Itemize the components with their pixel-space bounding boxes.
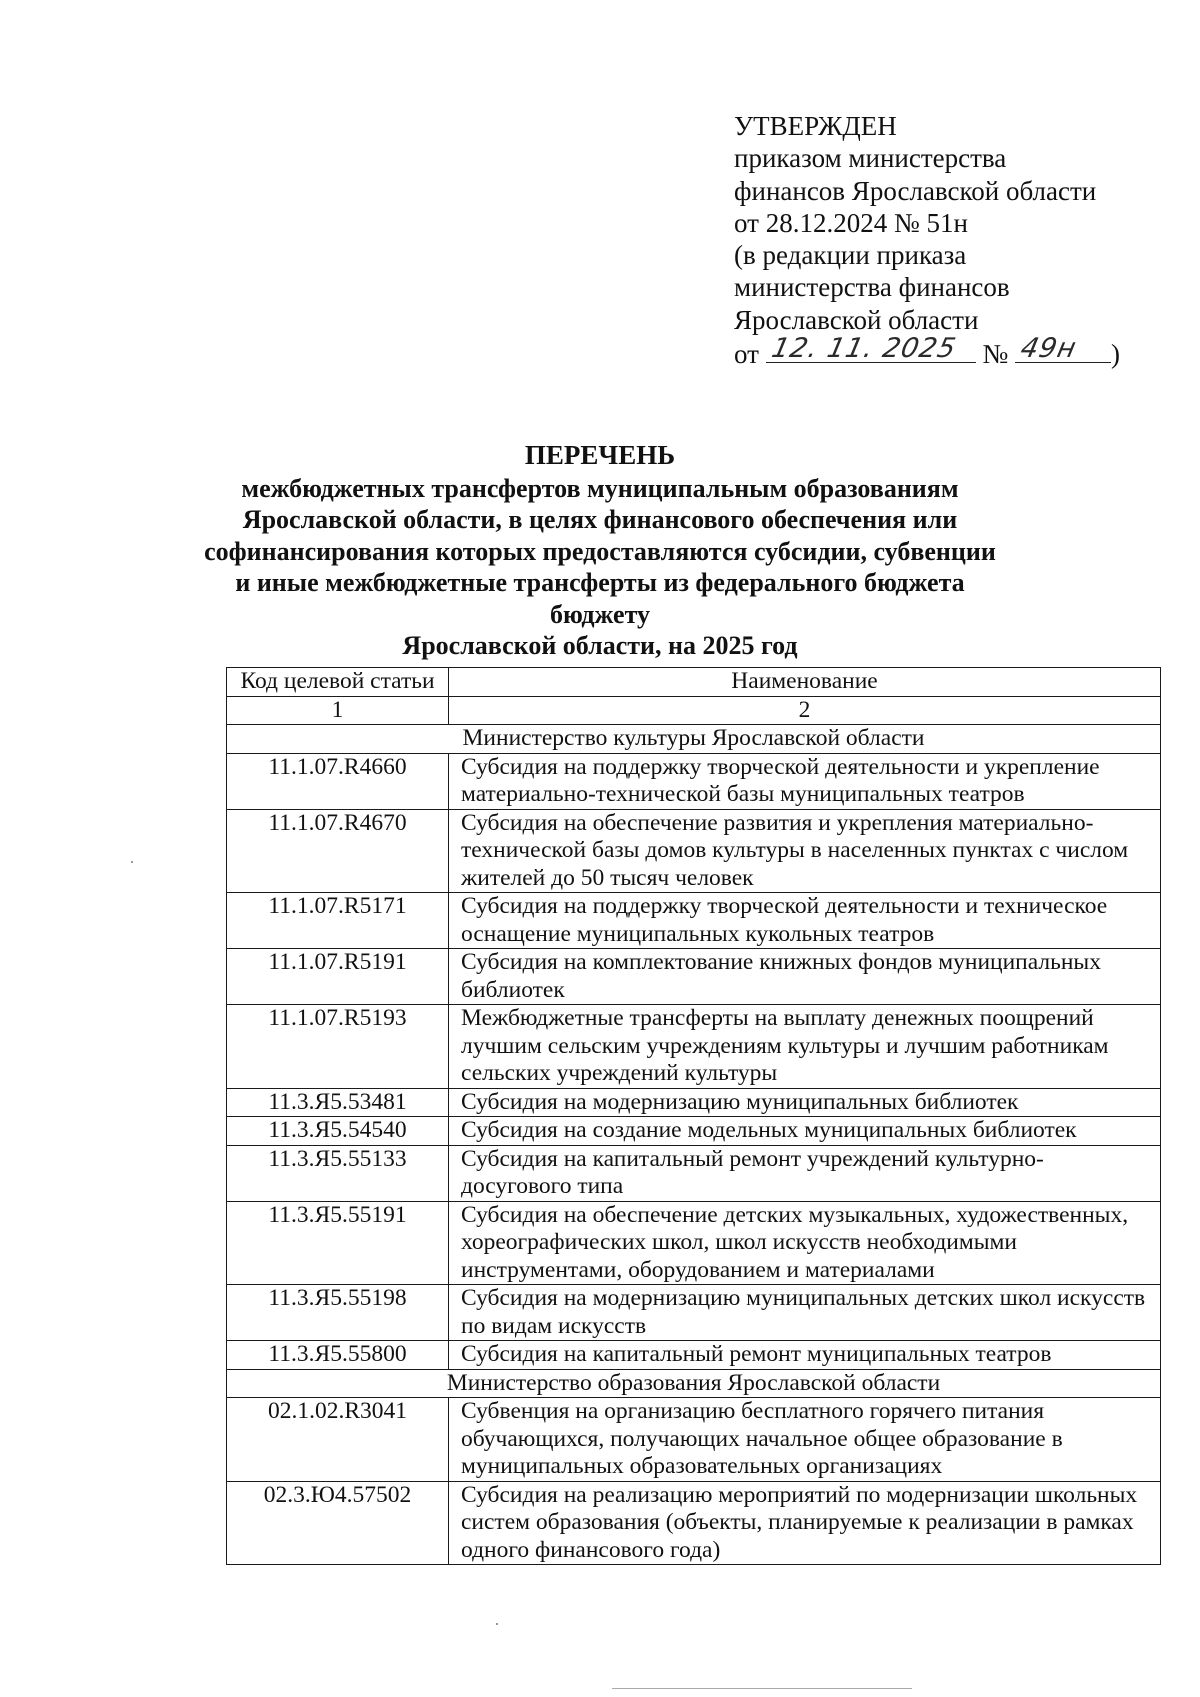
transfers-table bbox=[226, 667, 1161, 1565]
transfer-name: Субсидия на реализацию мероприятий по модернизации школьных систем образования (объекты, планируемые к реализации в рамках одного финансового года) bbox=[449, 1481, 1161, 1565]
table-row bbox=[227, 893, 1161, 949]
approval-order-ref: от 28.12.2024 № 51н bbox=[734, 207, 968, 238]
approval-line: финансов Ярославской области bbox=[734, 175, 1097, 206]
section-title: Министерство культуры Ярославской области bbox=[227, 725, 1161, 754]
target-code: 11.3.Я5.55191 bbox=[227, 1201, 449, 1285]
target-code: 11.1.07.R5191 bbox=[227, 949, 449, 1005]
table-row bbox=[227, 1088, 1161, 1117]
approval-line: (в редакции приказа bbox=[734, 240, 967, 271]
header-name: Наименование bbox=[449, 668, 1161, 697]
transfer-name: Субсидия на создание модельных муниципальных библиотек bbox=[449, 1117, 1161, 1146]
number-sign: № bbox=[982, 339, 1009, 370]
target-code: 11.3.Я5.53481 bbox=[227, 1088, 449, 1117]
title-line: софинансирования которых предоставляются субсидии, субвенции bbox=[204, 536, 996, 566]
table-row bbox=[227, 949, 1161, 1005]
table-row bbox=[227, 1481, 1161, 1565]
approval-line: министерства финансов bbox=[734, 272, 1010, 303]
transfer-name: Субсидия на поддержку творческой деятельности и укрепление материально-технической базы муниципальных театров bbox=[449, 753, 1161, 809]
document-title bbox=[200, 440, 1000, 662]
approval-line: приказом министерства bbox=[734, 143, 1007, 174]
column-number: 1 bbox=[227, 696, 449, 725]
transfer-name: Субсидия на модернизацию муниципальных детских школ искусств по видам искусств bbox=[449, 1285, 1161, 1341]
table-header-row bbox=[227, 668, 1161, 697]
target-code: 11.1.07.R4660 bbox=[227, 753, 449, 809]
approval-title: УТВЕРЖДЕН bbox=[734, 111, 897, 141]
transfer-name: Межбюджетные трансферты на выплату денежных поощрений лучшим сельским учреждениям культуры и лучшим работникам сельских учреждений культуры bbox=[449, 1005, 1161, 1089]
target-code: 11.1.07.R5193 bbox=[227, 1005, 449, 1089]
table-row bbox=[227, 1398, 1161, 1482]
approval-stamp bbox=[734, 110, 1154, 370]
closing-paren: ) bbox=[1110, 339, 1120, 370]
transfer-name: Субсидия на комплектование книжных фондов муниципальных библиотек bbox=[449, 949, 1161, 1005]
table-row bbox=[227, 1117, 1161, 1146]
transfer-name: Субвенция на организацию бесплатного горячего питания обучающихся, получающих начальное общее образование в муниципальных образовательных организациях bbox=[449, 1398, 1161, 1482]
target-code: 11.3.Я5.55133 bbox=[227, 1145, 449, 1201]
page-bottom-line bbox=[612, 1688, 912, 1689]
target-code: 02.1.02.R3041 bbox=[227, 1398, 449, 1482]
scan-speck bbox=[131, 861, 133, 863]
transfer-name: Субсидия на поддержку творческой деятельности и техническое оснащение муниципальных кукольных театров bbox=[449, 893, 1161, 949]
title-line: Ярославской области, в целях финансового обеспечения или bbox=[242, 505, 958, 534]
approval-line: Ярославской области bbox=[734, 304, 979, 335]
date-fill-line bbox=[766, 332, 976, 364]
target-code: 11.1.07.R5171 bbox=[227, 893, 449, 949]
target-code: 02.3.Ю4.57502 bbox=[227, 1481, 449, 1565]
target-code: 11.3.Я5.55198 bbox=[227, 1285, 449, 1341]
title-line: межбюджетных трансфертов муниципальным образованиям bbox=[241, 473, 959, 503]
column-number-row bbox=[227, 696, 1161, 725]
table-row bbox=[227, 1201, 1161, 1285]
target-code: 11.3.Я5.54540 bbox=[227, 1117, 449, 1146]
table-row bbox=[227, 1145, 1161, 1201]
column-number: 2 bbox=[449, 696, 1161, 725]
target-code: 11.1.07.R4670 bbox=[227, 809, 449, 893]
table-row bbox=[227, 1341, 1161, 1370]
header-code: Код целевой статьи bbox=[227, 668, 449, 697]
transfer-name: Субсидия на обеспечение детских музыкальных, художественных, хореографических школ, школ искусств необходимыми инструментами, оборудованием и материалами bbox=[449, 1201, 1161, 1285]
title-heading: ПЕРЕЧЕНЬ bbox=[524, 440, 676, 470]
section-title: Министерство образования Ярославской области bbox=[227, 1369, 1161, 1398]
from-label: от bbox=[734, 339, 759, 370]
table-row bbox=[227, 809, 1161, 893]
transfer-name: Субсидия на капитальный ремонт учреждений культурно-досугового типа bbox=[449, 1145, 1161, 1201]
handwritten-date: 12. 11. 2025 bbox=[768, 332, 959, 364]
transfer-name: Субсидия на капитальный ремонт муниципальных театров bbox=[449, 1341, 1161, 1370]
number-fill-line bbox=[1015, 332, 1111, 364]
scan-speck bbox=[496, 1623, 498, 1625]
transfer-name: Субсидия на модернизацию муниципальных библиотек bbox=[449, 1088, 1161, 1117]
approval-fill-row bbox=[734, 332, 1154, 370]
target-code: 11.3.Я5.55800 bbox=[227, 1341, 449, 1370]
table-row bbox=[227, 753, 1161, 809]
section-row bbox=[227, 1369, 1161, 1398]
table-row bbox=[227, 1005, 1161, 1089]
handwritten-number: 49н bbox=[1017, 332, 1080, 364]
title-line: Ярославской области, на 2025 год bbox=[402, 631, 798, 660]
section-row bbox=[227, 725, 1161, 754]
table-row bbox=[227, 1285, 1161, 1341]
title-line: и иные межбюджетные трансферты из федерального бюджета бюджету bbox=[235, 568, 965, 629]
transfer-name: Субсидия на обеспечение развития и укрепления материально-технической базы домов культуры в населенных пунктах с числом жителей до 50 тысяч человек bbox=[449, 809, 1161, 893]
